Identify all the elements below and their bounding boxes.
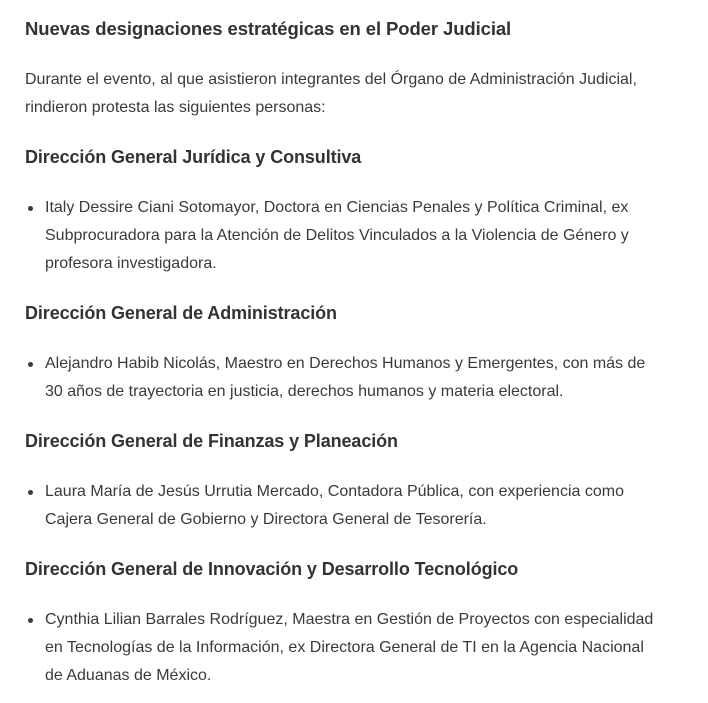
- list-item: [25, 194, 655, 278]
- appointee-description: Italy Dessire Ciani Sotomayor, Doctora en Ciencias Penales y Política Criminal, ex Subprocuradora para la Atención de Delitos Vinculados a la Violencia de Género y profesora investigadora.: [45, 199, 629, 272]
- article-intro: Durante el evento, al que asistieron integrantes del Órgano de Administración Judicial, rindieron protesta las siguientes personas:: [25, 71, 637, 116]
- bullet-icon: [28, 490, 33, 495]
- appointee-description: Cynthia Lilian Barrales Rodríguez, Maestra en Gestión de Proyectos con especialidad en Tecnologías de la Información, ex Directora General de TI en la Agencia Nacional de Aduanas de México.: [45, 611, 654, 684]
- appointee-description: Laura María de Jesús Urrutia Mercado, Contadora Pública, con experiencia como Cajera General de Gobierno y Directora General de Tesorería.: [45, 483, 624, 528]
- list-item: [25, 478, 655, 534]
- bullet-icon: [28, 618, 33, 623]
- section-heading-juridica: Dirección General Jurídica y Consultiva: [25, 147, 362, 167]
- appointee-list-innovacion: [25, 606, 655, 690]
- bullet-icon: [28, 362, 33, 367]
- appointee-list-juridica: [25, 194, 655, 278]
- appointee-list-administracion: [25, 350, 655, 406]
- appointee-list-finanzas: [25, 478, 655, 534]
- bullet-icon: [28, 206, 33, 211]
- section-heading-administracion: Dirección General de Administración: [25, 303, 337, 323]
- section-heading-innovacion: Dirección General de Innovación y Desarrollo Tecnológico: [25, 559, 519, 579]
- list-item: [25, 350, 655, 406]
- article-title: Nuevas designaciones estratégicas en el Poder Judicial: [25, 18, 512, 39]
- section-heading-finanzas: Dirección General de Finanzas y Planeación: [25, 431, 398, 451]
- appointee-description: Alejandro Habib Nicolás, Maestro en Derechos Humanos y Emergentes, con más de 30 años de trayectoria en justicia, derechos humanos y materia electoral.: [45, 355, 646, 400]
- list-item: [25, 606, 655, 690]
